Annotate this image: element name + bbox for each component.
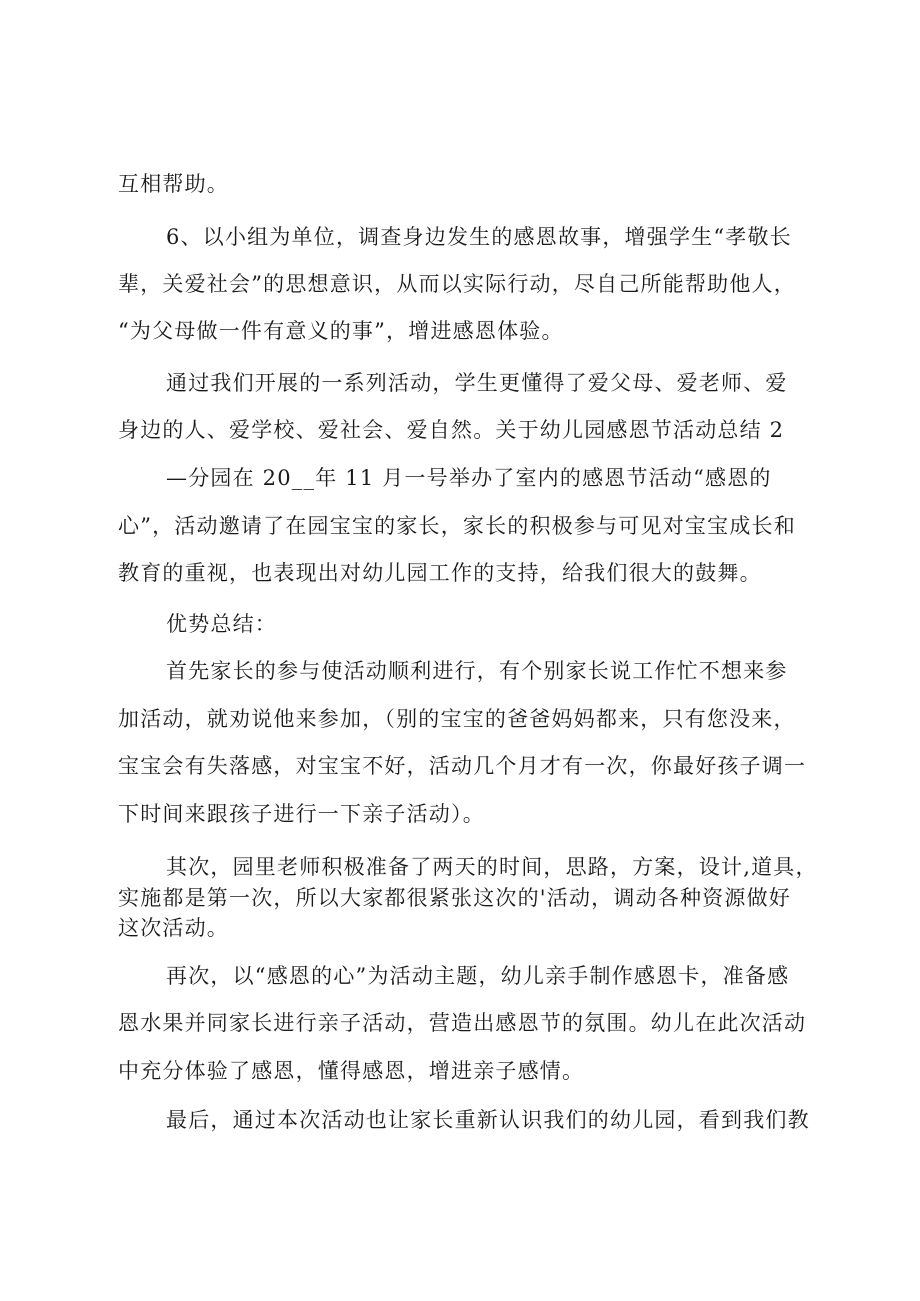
paragraph-start: 再次，以“感恩的心”为活动主题，幼儿亲手制作感恩卡，准备感 [166,964,790,988]
text-line: 教育的重视，也表现出对幼儿园工作的支持，给我们很大的鼓舞。 [118,561,762,585]
paragraph-start: —分园在 20__年 11 月一号举办了室内的感恩节活动“感恩的 [166,466,772,490]
paragraph-start: 通过我们开展的一系列活动，学生更懂得了爱父母、爱老师、爱 [166,371,788,395]
paragraph-start: 6、以小组为单位，调查身边发生的感恩故事，增强学生“孝敬长 [166,225,792,249]
text-line: 身边的人、爱学校、爱社会、爱自然。关于幼儿园感恩节活动总结 2 [118,418,785,442]
paragraph-start: 最后，通过本次活动也让家长重新认识我们的幼儿园，看到我们教 [166,1108,810,1132]
section-heading: 优势总结： [166,612,277,636]
text-line: 加活动，就劝说他来参加，（别的宝宝的爸爸妈妈都来，只有您没来， [118,707,796,731]
text-line: 下时间来跟孩子进行一下亲子活动）。 [118,802,485,826]
text-line: 心”，活动邀请了在园宝宝的家长，家长的积极参与可见对宝宝成长和 [118,514,796,538]
text-line: 实施都是第一次，所以大家都很紧张这次的'活动，调动各种资源做好 [118,886,791,910]
text-line: 互相帮助。 [118,172,229,196]
paragraph-start: 其次，园里老师积极准备了两天的时间，思路，方案，设计,道具， [166,855,818,879]
paragraph-start: 首先家长的参与使活动顺利进行，有个别家长说工作忙不想来参 [166,659,788,683]
text-line: 恩水果并同家长进行亲子活动，营造出感恩节的氛围。幼儿在此次活动 [118,1011,807,1035]
text-line: 这次活动。 [118,916,229,940]
text-line: “为父母做一件有意义的事”，增进感恩体验。 [118,319,564,343]
text-line: 辈，关爱社会”的思想意识，从而以实际行动，尽自己所能帮助他人， [118,272,796,296]
text-line: 宝宝会有失落感，对宝宝不好，活动几个月才有一次，你最好孩子调一 [118,754,807,778]
text-line: 中充分体验了感恩，懂得感恩，增进亲子感情。 [118,1059,585,1083]
